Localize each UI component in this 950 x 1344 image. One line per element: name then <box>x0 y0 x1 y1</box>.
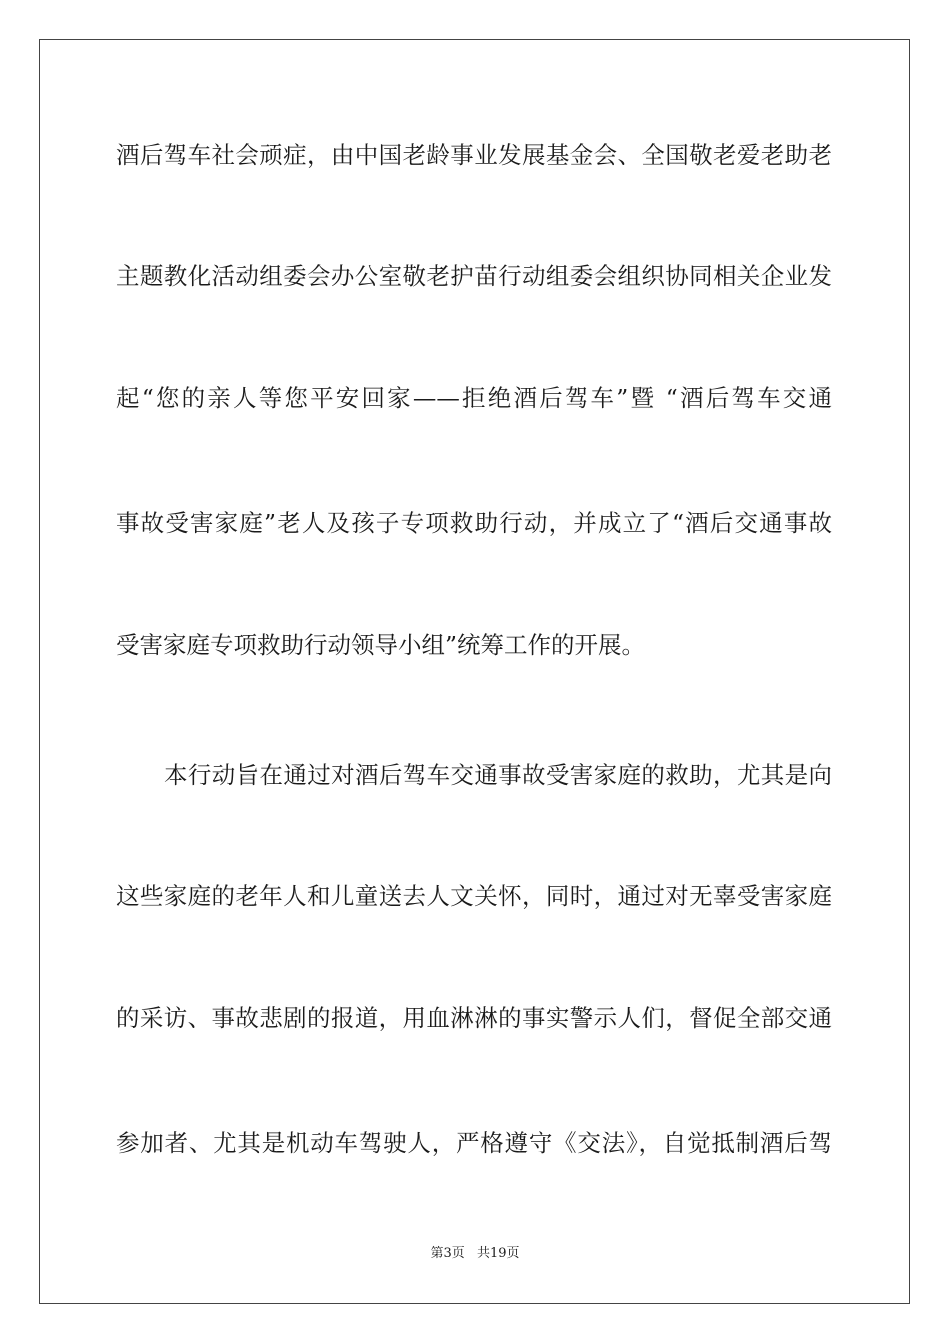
body-line-4: 事故受害家庭”老人及孩子专项救助行动，并成立了“酒后交通事故 <box>116 509 832 537</box>
body-line-1: 酒后驾车社会顽症，由中国老龄事业发展基金会、全国敬老爱老助老 <box>116 141 832 169</box>
body-line-7: 这些家庭的老年人和儿童送去人文关怀，同时，通过对无辜受害家庭 <box>116 882 832 910</box>
page-total: 共19页 <box>476 1246 520 1261</box>
body-line-9: 参加者、尤其是机动车驾驶人，严格遵守《交法》，自觉抵制酒后驾 <box>116 1129 832 1157</box>
page-number: 第3页 <box>430 1246 465 1261</box>
body-line-8: 的采访、事故悲剧的报道，用血淋淋的事实警示人们，督促全部交通 <box>116 1004 832 1032</box>
body-line-3: 起“您的亲人等您平安回家——拒绝酒后驾车”暨 “酒后驾车交通 <box>116 384 832 412</box>
page-footer <box>0 1245 950 1263</box>
page-border <box>39 39 910 1304</box>
body-line-5: 受害家庭专项救助行动领导小组”统筹工作的开展。 <box>116 631 646 659</box>
body-line-2: 主题教化活动组委会办公室敬老护苗行动组委会组织协同相关企业发 <box>116 262 832 290</box>
body-line-6: 本行动旨在通过对酒后驾车交通事故受害家庭的救助，尤其是向 <box>164 761 832 789</box>
